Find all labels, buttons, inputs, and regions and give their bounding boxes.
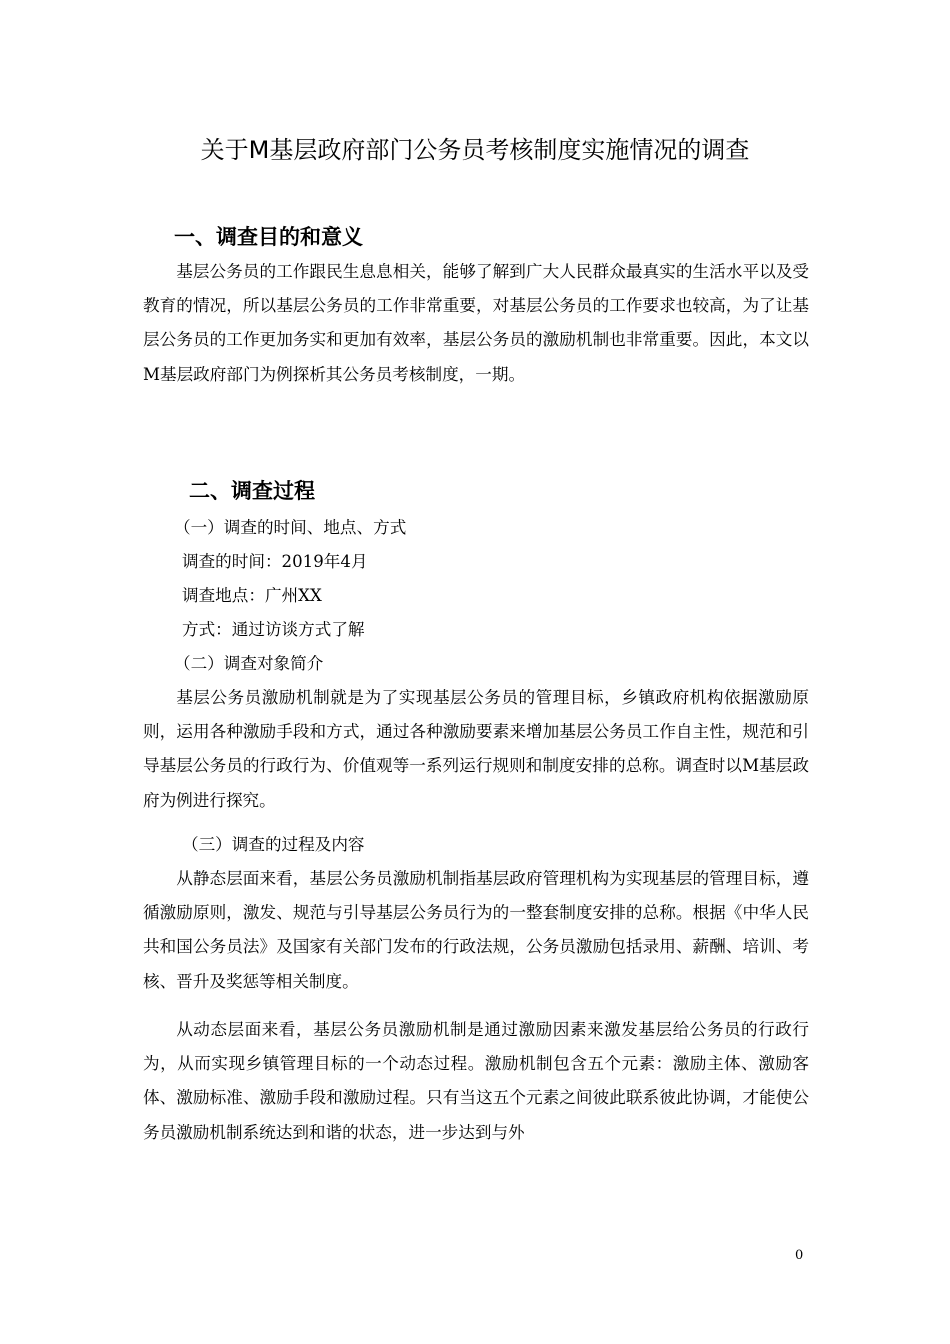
document-title: 关于M基层政府部门公务员考核制度实施情况的调查 xyxy=(200,136,750,164)
subheading-survey-subject: （二）调查对象简介 xyxy=(174,654,324,673)
paragraph-purpose: 基层公务员的工作跟民生息息相关，能够了解到广大人民群众最真实的生活水平以及受教育的情况，所以基层公务员的工作非常重要，对基层公务员的工作要求也较高，为了让基层公务员的工作更加务实和更加有效率，基层公务员的激励机制也非常重要。因此，本文以M基层政府部门为例探析其公务员考核制度，一期。 xyxy=(143,262,809,384)
survey-method: 方式：通过访谈方式了解 xyxy=(182,620,365,639)
paragraph-static-level: 从静态层面来看，基层公务员激励机制指基层政府管理机构为实现基层的管理目标，遵循激励原则，激发、规范与引导基层公务员行为的一整套制度安排的总称。根据《中华人民共和国公务员法》及国家有关部门发布的行政法规，公务员激励包括录用、薪酬、培训、考核、晋升及奖惩等相关制度。 xyxy=(143,869,809,991)
section-heading-purpose: 一、调查目的和意义 xyxy=(174,225,363,249)
subheading-survey-content: （三）调查的过程及内容 xyxy=(182,835,365,854)
survey-place: 调查地点：广州XX xyxy=(182,586,322,605)
paragraph-dynamic-level: 从动态层面来看，基层公务员激励机制是通过激励因素来激发基层给公务员的行政行为，从而实现乡镇管理目标的一个动态过程。激励机制包含五个元素：激励主体、激励客体、激励标准、激励手段和激励过程。只有当这五个元素之间彼此联系彼此协调，才能使公务员激励机制系统达到和谐的状态，进一步达到与外 xyxy=(143,1020,809,1142)
survey-time: 调查的时间：2019年4月 xyxy=(182,552,368,571)
paragraph-survey-subject: 基层公务员激励机制就是为了实现基层公务员的管理目标，乡镇政府机构依据激励原则，运用各种激励手段和方式，通过各种激励要素来增加基层公务员工作自主性，规范和引导基层公务员的行政行为、价值观等一系列运行规则和制度安排的总称。调查时以M基层政府为例进行探究。 xyxy=(143,688,809,810)
subheading-time-place-method: （一）调查的时间、地点、方式 xyxy=(174,518,407,537)
page-number: 0 xyxy=(795,1248,804,1263)
section-heading-process: 二、调查过程 xyxy=(189,479,315,503)
